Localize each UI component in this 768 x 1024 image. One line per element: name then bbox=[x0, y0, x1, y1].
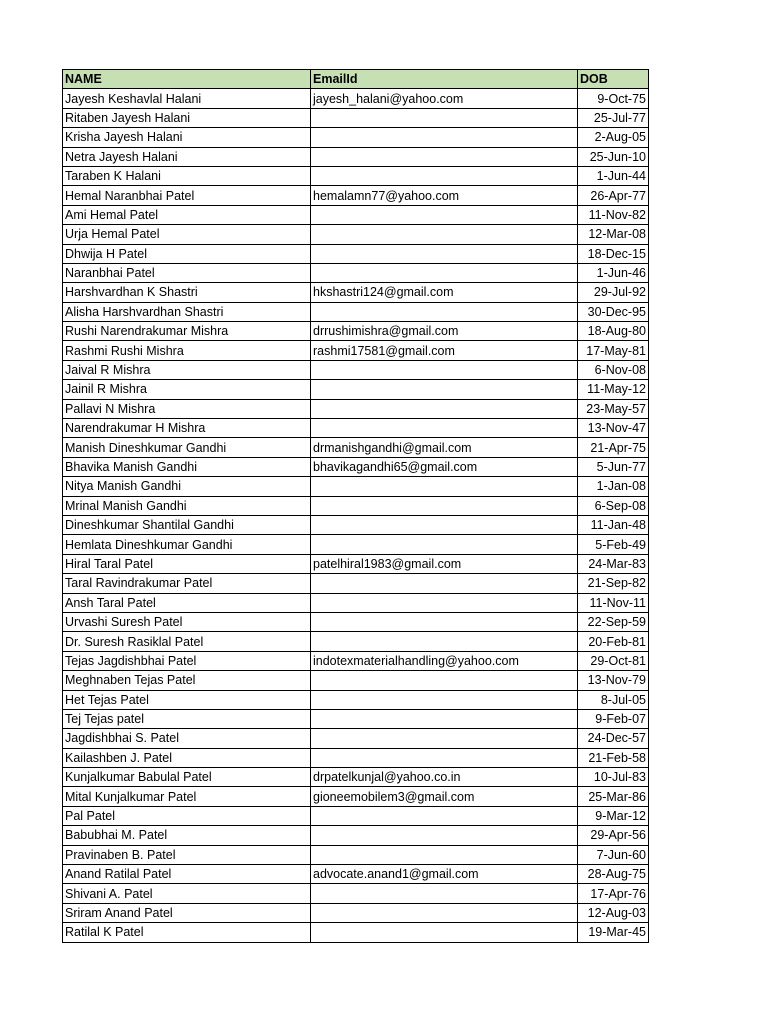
email-cell[interactable] bbox=[311, 806, 578, 825]
email-cell[interactable]: jayesh_halani@yahoo.com bbox=[311, 89, 578, 108]
dob-cell[interactable]: 21-Apr-75 bbox=[578, 438, 649, 457]
table-row bbox=[63, 651, 649, 670]
dob-cell[interactable]: 25-Mar-86 bbox=[578, 787, 649, 806]
email-cell[interactable] bbox=[311, 263, 578, 282]
dob-cell[interactable]: 12-Mar-08 bbox=[578, 225, 649, 244]
name-cell[interactable]: Ratilal K Patel bbox=[63, 923, 311, 942]
name-cell[interactable]: Dineshkumar Shantilal Gandhi bbox=[63, 515, 311, 534]
email-cell[interactable] bbox=[311, 496, 578, 515]
dob-cell[interactable]: 1-Jun-46 bbox=[578, 263, 649, 282]
name-cell[interactable]: Meghnaben Tejas Patel bbox=[63, 671, 311, 690]
email-cell[interactable] bbox=[311, 225, 578, 244]
dob-cell[interactable]: 9-Feb-07 bbox=[578, 709, 649, 728]
email-cell[interactable] bbox=[311, 166, 578, 185]
header-email[interactable]: EmailId bbox=[311, 70, 578, 89]
email-cell[interactable] bbox=[311, 826, 578, 845]
name-cell[interactable]: Tej Tejas patel bbox=[63, 709, 311, 728]
dob-cell[interactable]: 5-Jun-77 bbox=[578, 457, 649, 476]
email-cell[interactable] bbox=[311, 574, 578, 593]
table-row bbox=[63, 690, 649, 709]
table-row bbox=[63, 612, 649, 631]
dob-cell[interactable]: 19-Mar-45 bbox=[578, 923, 649, 942]
dob-cell[interactable]: 25-Jul-77 bbox=[578, 108, 649, 127]
dob-cell[interactable]: 8-Jul-05 bbox=[578, 690, 649, 709]
email-cell[interactable] bbox=[311, 535, 578, 554]
email-cell[interactable] bbox=[311, 845, 578, 864]
dob-cell[interactable]: 11-Jan-48 bbox=[578, 515, 649, 534]
table-row bbox=[63, 845, 649, 864]
email-cell[interactable] bbox=[311, 515, 578, 534]
name-cell[interactable]: Shivani A. Patel bbox=[63, 884, 311, 903]
email-cell[interactable]: rashmi17581@gmail.com bbox=[311, 341, 578, 360]
dob-cell[interactable]: 11-Nov-82 bbox=[578, 205, 649, 224]
name-cell[interactable]: Anand Ratilal Patel bbox=[63, 865, 311, 884]
dob-cell[interactable]: 29-Jul-92 bbox=[578, 283, 649, 302]
name-cell[interactable]: Ami Hemal Patel bbox=[63, 205, 311, 224]
table-row bbox=[63, 515, 649, 534]
table-row bbox=[63, 438, 649, 457]
table-row bbox=[63, 671, 649, 690]
email-cell[interactable] bbox=[311, 302, 578, 321]
name-cell[interactable]: Babubhai M. Patel bbox=[63, 826, 311, 845]
email-cell[interactable] bbox=[311, 729, 578, 748]
email-cell[interactable]: patelhiral1983@gmail.com bbox=[311, 554, 578, 573]
table-row bbox=[63, 108, 649, 127]
table-row bbox=[63, 535, 649, 554]
table-row bbox=[63, 244, 649, 263]
dob-cell[interactable]: 24-Dec-57 bbox=[578, 729, 649, 748]
dob-cell[interactable]: 17-May-81 bbox=[578, 341, 649, 360]
dob-cell[interactable]: 10-Jul-83 bbox=[578, 768, 649, 787]
dob-cell[interactable]: 18-Aug-80 bbox=[578, 322, 649, 341]
email-cell[interactable]: hemalamn77@yahoo.com bbox=[311, 186, 578, 205]
email-cell[interactable] bbox=[311, 612, 578, 631]
dob-cell[interactable]: 25-Jun-10 bbox=[578, 147, 649, 166]
name-cell[interactable]: Jaival R Mishra bbox=[63, 360, 311, 379]
email-cell[interactable] bbox=[311, 593, 578, 612]
table-row bbox=[63, 225, 649, 244]
table-row bbox=[63, 806, 649, 825]
name-cell[interactable]: Mrinal Manish Gandhi bbox=[63, 496, 311, 515]
email-cell[interactable] bbox=[311, 360, 578, 379]
table-row bbox=[63, 477, 649, 496]
email-cell[interactable] bbox=[311, 632, 578, 651]
name-cell[interactable]: Pallavi N Mishra bbox=[63, 399, 311, 418]
name-cell[interactable]: Ritaben Jayesh Halani bbox=[63, 108, 311, 127]
name-cell[interactable]: Taraben K Halani bbox=[63, 166, 311, 185]
table-row bbox=[63, 574, 649, 593]
email-cell[interactable] bbox=[311, 128, 578, 147]
table-row bbox=[63, 147, 649, 166]
dob-cell[interactable]: 1-Jan-08 bbox=[578, 477, 649, 496]
name-cell[interactable]: Rushi Narendrakumar Mishra bbox=[63, 322, 311, 341]
table-row bbox=[63, 903, 649, 922]
dob-cell[interactable]: 21-Feb-58 bbox=[578, 748, 649, 767]
name-cell[interactable]: Ansh Taral Patel bbox=[63, 593, 311, 612]
email-cell[interactable]: drpatelkunjal@yahoo.co.in bbox=[311, 768, 578, 787]
name-cell[interactable]: Rashmi Rushi Mishra bbox=[63, 341, 311, 360]
table-row bbox=[63, 496, 649, 515]
name-cell[interactable]: Hemal Naranbhai Patel bbox=[63, 186, 311, 205]
table-row bbox=[63, 399, 649, 418]
table-row bbox=[63, 865, 649, 884]
table-row bbox=[63, 380, 649, 399]
email-cell[interactable]: advocate.anand1@gmail.com bbox=[311, 865, 578, 884]
table-row bbox=[63, 341, 649, 360]
dob-cell[interactable]: 13-Nov-79 bbox=[578, 671, 649, 690]
email-cell[interactable] bbox=[311, 419, 578, 438]
dob-cell[interactable]: 1-Jun-44 bbox=[578, 166, 649, 185]
name-cell[interactable]: Hemlata Dineshkumar Gandhi bbox=[63, 535, 311, 554]
name-cell[interactable]: Narendrakumar H Mishra bbox=[63, 419, 311, 438]
email-cell[interactable] bbox=[311, 147, 578, 166]
name-cell[interactable]: Mital Kunjalkumar Patel bbox=[63, 787, 311, 806]
table-row bbox=[63, 632, 649, 651]
dob-cell[interactable]: 11-May-12 bbox=[578, 380, 649, 399]
email-cell[interactable] bbox=[311, 748, 578, 767]
table-row bbox=[63, 322, 649, 341]
table-row bbox=[63, 360, 649, 379]
email-cell[interactable]: gioneemobilem3@gmail.com bbox=[311, 787, 578, 806]
email-cell[interactable] bbox=[311, 709, 578, 728]
table-row bbox=[63, 166, 649, 185]
table-row bbox=[63, 593, 649, 612]
name-cell[interactable]: Taral Ravindrakumar Patel bbox=[63, 574, 311, 593]
dob-cell[interactable]: 17-Apr-76 bbox=[578, 884, 649, 903]
table-row bbox=[63, 709, 649, 728]
header-row bbox=[63, 70, 649, 89]
table-row bbox=[63, 884, 649, 903]
email-cell[interactable] bbox=[311, 477, 578, 496]
table-row bbox=[63, 554, 649, 573]
email-cell[interactable]: drrushimishra@gmail.com bbox=[311, 322, 578, 341]
table-row bbox=[63, 419, 649, 438]
name-cell[interactable]: Hiral Taral Patel bbox=[63, 554, 311, 573]
email-cell[interactable] bbox=[311, 884, 578, 903]
dob-cell[interactable]: 29-Oct-81 bbox=[578, 651, 649, 670]
email-cell[interactable] bbox=[311, 399, 578, 418]
name-cell[interactable]: Urja Hemal Patel bbox=[63, 225, 311, 244]
table-row bbox=[63, 302, 649, 321]
name-cell[interactable]: Kailashben J. Patel bbox=[63, 748, 311, 767]
email-cell[interactable]: bhavikagandhi65@gmail.com bbox=[311, 457, 578, 476]
dob-cell[interactable]: 7-Jun-60 bbox=[578, 845, 649, 864]
table-row bbox=[63, 283, 649, 302]
dob-cell[interactable]: 6-Sep-08 bbox=[578, 496, 649, 515]
email-cell[interactable]: hkshastri124@gmail.com bbox=[311, 283, 578, 302]
name-cell[interactable]: Naranbhai Patel bbox=[63, 263, 311, 282]
dob-cell[interactable]: 6-Nov-08 bbox=[578, 360, 649, 379]
dob-cell[interactable]: 30-Dec-95 bbox=[578, 302, 649, 321]
name-cell[interactable]: Tejas Jagdishbhai Patel bbox=[63, 651, 311, 670]
table-row bbox=[63, 205, 649, 224]
email-cell[interactable] bbox=[311, 205, 578, 224]
table-row bbox=[63, 186, 649, 205]
name-cell[interactable]: Urvashi Suresh Patel bbox=[63, 612, 311, 631]
table-row bbox=[63, 826, 649, 845]
dob-cell[interactable]: 24-Mar-83 bbox=[578, 554, 649, 573]
dob-cell[interactable]: 9-Oct-75 bbox=[578, 89, 649, 108]
header-name[interactable]: NAME bbox=[63, 70, 311, 89]
dob-cell[interactable]: 21-Sep-82 bbox=[578, 574, 649, 593]
table-row bbox=[63, 748, 649, 767]
email-cell[interactable] bbox=[311, 380, 578, 399]
email-cell[interactable]: indotexmaterialhandling@yahoo.com bbox=[311, 651, 578, 670]
table-row bbox=[63, 923, 649, 942]
email-cell[interactable] bbox=[311, 690, 578, 709]
email-cell[interactable] bbox=[311, 903, 578, 922]
dob-cell[interactable]: 20-Feb-81 bbox=[578, 632, 649, 651]
table-row bbox=[63, 89, 649, 108]
dob-cell[interactable]: 9-Mar-12 bbox=[578, 806, 649, 825]
name-cell[interactable]: Pal Patel bbox=[63, 806, 311, 825]
dob-cell[interactable]: 13-Nov-47 bbox=[578, 419, 649, 438]
table-row bbox=[63, 263, 649, 282]
name-cell[interactable]: Nitya Manish Gandhi bbox=[63, 477, 311, 496]
name-cell[interactable]: Dr. Suresh Rasiklal Patel bbox=[63, 632, 311, 651]
name-cell[interactable]: Krisha Jayesh Halani bbox=[63, 128, 311, 147]
email-cell[interactable] bbox=[311, 108, 578, 127]
table-row bbox=[63, 128, 649, 147]
dob-cell[interactable]: 23-May-57 bbox=[578, 399, 649, 418]
dob-cell[interactable]: 2-Aug-05 bbox=[578, 128, 649, 147]
name-cell[interactable]: Bhavika Manish Gandhi bbox=[63, 457, 311, 476]
name-cell[interactable]: Alisha Harshvardhan Shastri bbox=[63, 302, 311, 321]
dob-cell[interactable]: 26-Apr-77 bbox=[578, 186, 649, 205]
contacts-table bbox=[62, 69, 649, 943]
name-cell[interactable]: Jayesh Keshavlal Halani bbox=[63, 89, 311, 108]
table-row bbox=[63, 768, 649, 787]
name-cell[interactable]: Het Tejas Patel bbox=[63, 690, 311, 709]
name-cell[interactable]: Manish Dineshkumar Gandhi bbox=[63, 438, 311, 457]
dob-cell[interactable]: 29-Apr-56 bbox=[578, 826, 649, 845]
dob-cell[interactable]: 18-Dec-15 bbox=[578, 244, 649, 263]
name-cell[interactable]: Pravinaben B. Patel bbox=[63, 845, 311, 864]
dob-cell[interactable]: 12-Aug-03 bbox=[578, 903, 649, 922]
dob-cell[interactable]: 5-Feb-49 bbox=[578, 535, 649, 554]
dob-cell[interactable]: 11-Nov-11 bbox=[578, 593, 649, 612]
table-body bbox=[63, 89, 649, 942]
table-row bbox=[63, 457, 649, 476]
name-cell[interactable]: Dhwija H Patel bbox=[63, 244, 311, 263]
name-cell[interactable]: Sriram Anand Patel bbox=[63, 903, 311, 922]
name-cell[interactable]: Jainil R Mishra bbox=[63, 380, 311, 399]
email-cell[interactable] bbox=[311, 671, 578, 690]
email-cell[interactable]: drmanishgandhi@gmail.com bbox=[311, 438, 578, 457]
dob-cell[interactable]: 28-Aug-75 bbox=[578, 865, 649, 884]
name-cell[interactable]: Netra Jayesh Halani bbox=[63, 147, 311, 166]
dob-cell[interactable]: 22-Sep-59 bbox=[578, 612, 649, 631]
table-row bbox=[63, 729, 649, 748]
email-cell[interactable] bbox=[311, 244, 578, 263]
header-dob[interactable]: DOB bbox=[578, 70, 649, 89]
email-cell[interactable] bbox=[311, 923, 578, 942]
name-cell[interactable]: Harshvardhan K Shastri bbox=[63, 283, 311, 302]
table-row bbox=[63, 787, 649, 806]
name-cell[interactable]: Kunjalkumar Babulal Patel bbox=[63, 768, 311, 787]
name-cell[interactable]: Jagdishbhai S. Patel bbox=[63, 729, 311, 748]
